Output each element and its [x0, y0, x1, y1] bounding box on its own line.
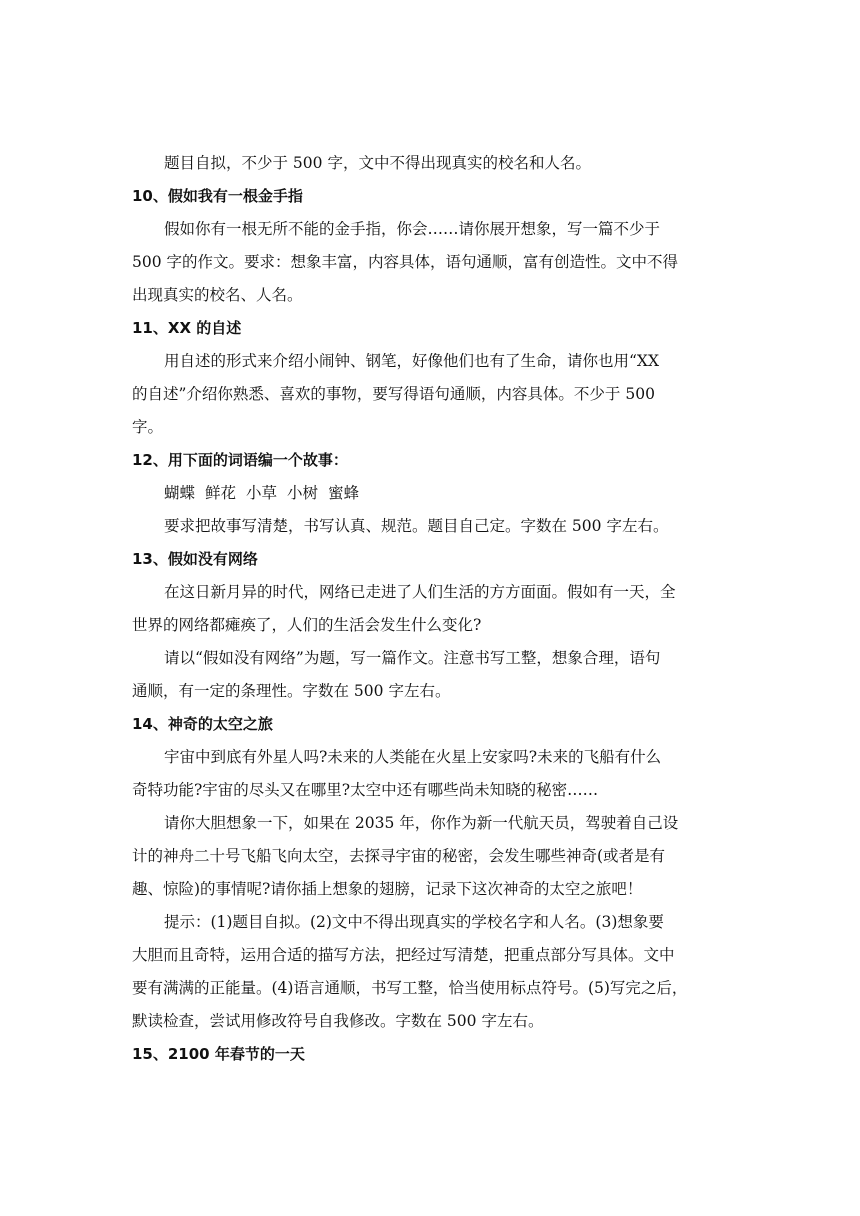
word-item: 鲜花: [205, 484, 237, 502]
section-heading: 11、XX 的自述: [132, 319, 242, 337]
paragraph-line: 请你大胆想象一下，如果在 2035 年，你作为新一代航天员，驾驶着自己设: [164, 814, 679, 832]
paragraph: [132, 741, 732, 807]
word-item: 小草: [246, 484, 278, 502]
paragraph-line: 出现真实的校名、人名。: [132, 286, 303, 304]
section-heading: 14、神奇的太空之旅: [132, 715, 273, 733]
paragraph-line: 题目自拟，不少于 500 字，文中不得出现真实的校名和人名。: [164, 154, 591, 172]
paragraph-line: 在这日新月异的时代，网络已走进了人们生活的方方面面。假如有一天，全: [164, 583, 676, 601]
paragraph: [132, 906, 732, 1038]
paragraph: [132, 510, 732, 543]
paragraph-line: 默读检查，尝试用修改符号自我修改。字数在 500 字左右。: [132, 1012, 544, 1030]
paragraph-line: 用自述的形式来介绍小闹钟、钢笔，好像他们也有了生命，请你也用“XX: [164, 352, 659, 370]
paragraph-line: 假如你有一根无所不能的金手指，你会……请你展开想象，写一篇不少于: [164, 220, 661, 238]
paragraph-line: 500 字的作文。要求：想象丰富，内容具体，语句通顺，富有创造性。文中不得: [132, 253, 679, 271]
paragraph: [132, 807, 732, 906]
paragraph-line: 趣、惊险)的事情呢?请你插上想象的翅膀，记录下这次神奇的太空之旅吧！: [132, 880, 643, 898]
section-heading: 13、假如没有网络: [132, 550, 258, 568]
paragraph: [132, 147, 732, 180]
paragraph-line: 世界的网络都瘫痪了，人们的生活会发生什么变化?: [132, 616, 482, 634]
section-heading: 15、2100 年春节的一天: [132, 1045, 305, 1063]
paragraph-line: 要有满满的正能量。(4)语言通顺，书写工整，恰当使用标点符号。(5)写完之后，: [132, 979, 688, 997]
paragraph-line: 要求把故事写清楚，书写认真、规范。题目自己定。字数在 500 字左右。: [164, 517, 669, 535]
paragraph-line: 请以“假如没有网络”为题，写一篇作文。注意书写工整，想象合理，语句: [164, 649, 661, 667]
paragraph-line: 计的神舟二十号飞船飞向太空，去探寻宇宙的秘密，会发生哪些神奇(或者是有: [132, 847, 666, 865]
paragraph-line: 宇宙中到底有外星人吗?未来的人类能在火星上安家吗?未来的飞船有什么: [164, 748, 662, 766]
paragraph: [132, 345, 732, 444]
paragraph-line: 通顺，有一定的条理性。字数在 500 字左右。: [132, 682, 451, 700]
paragraph-line: 的自述”介绍你熟悉、喜欢的事物，要写得语句通顺，内容具体。不少于 500: [132, 385, 655, 403]
document-body: [132, 147, 732, 1071]
word-item: 小树: [287, 484, 319, 502]
word-list: [132, 477, 732, 510]
word-item: 蝴蝶: [164, 484, 196, 502]
section-heading: 12、用下面的词语编一个故事：: [132, 451, 348, 469]
paragraph: [132, 576, 732, 642]
section-heading: 10、假如我有一根金手指: [132, 187, 303, 205]
paragraph: [132, 642, 732, 708]
paragraph-line: 奇特功能?宇宙的尽头又在哪里?太空中还有哪些尚未知晓的秘密……: [132, 781, 599, 799]
paragraph: [132, 213, 732, 312]
paragraph-line: 大胆而且奇特，运用合适的描写方法，把经过写清楚，把重点部分写具体。文中: [132, 946, 675, 964]
paragraph-line: 提示：(1)题目自拟。(2)文中不得出现真实的学校名字和人名。(3)想象要: [164, 913, 664, 931]
word-item: 蜜蜂: [328, 484, 360, 502]
paragraph-line: 字。: [132, 418, 164, 436]
